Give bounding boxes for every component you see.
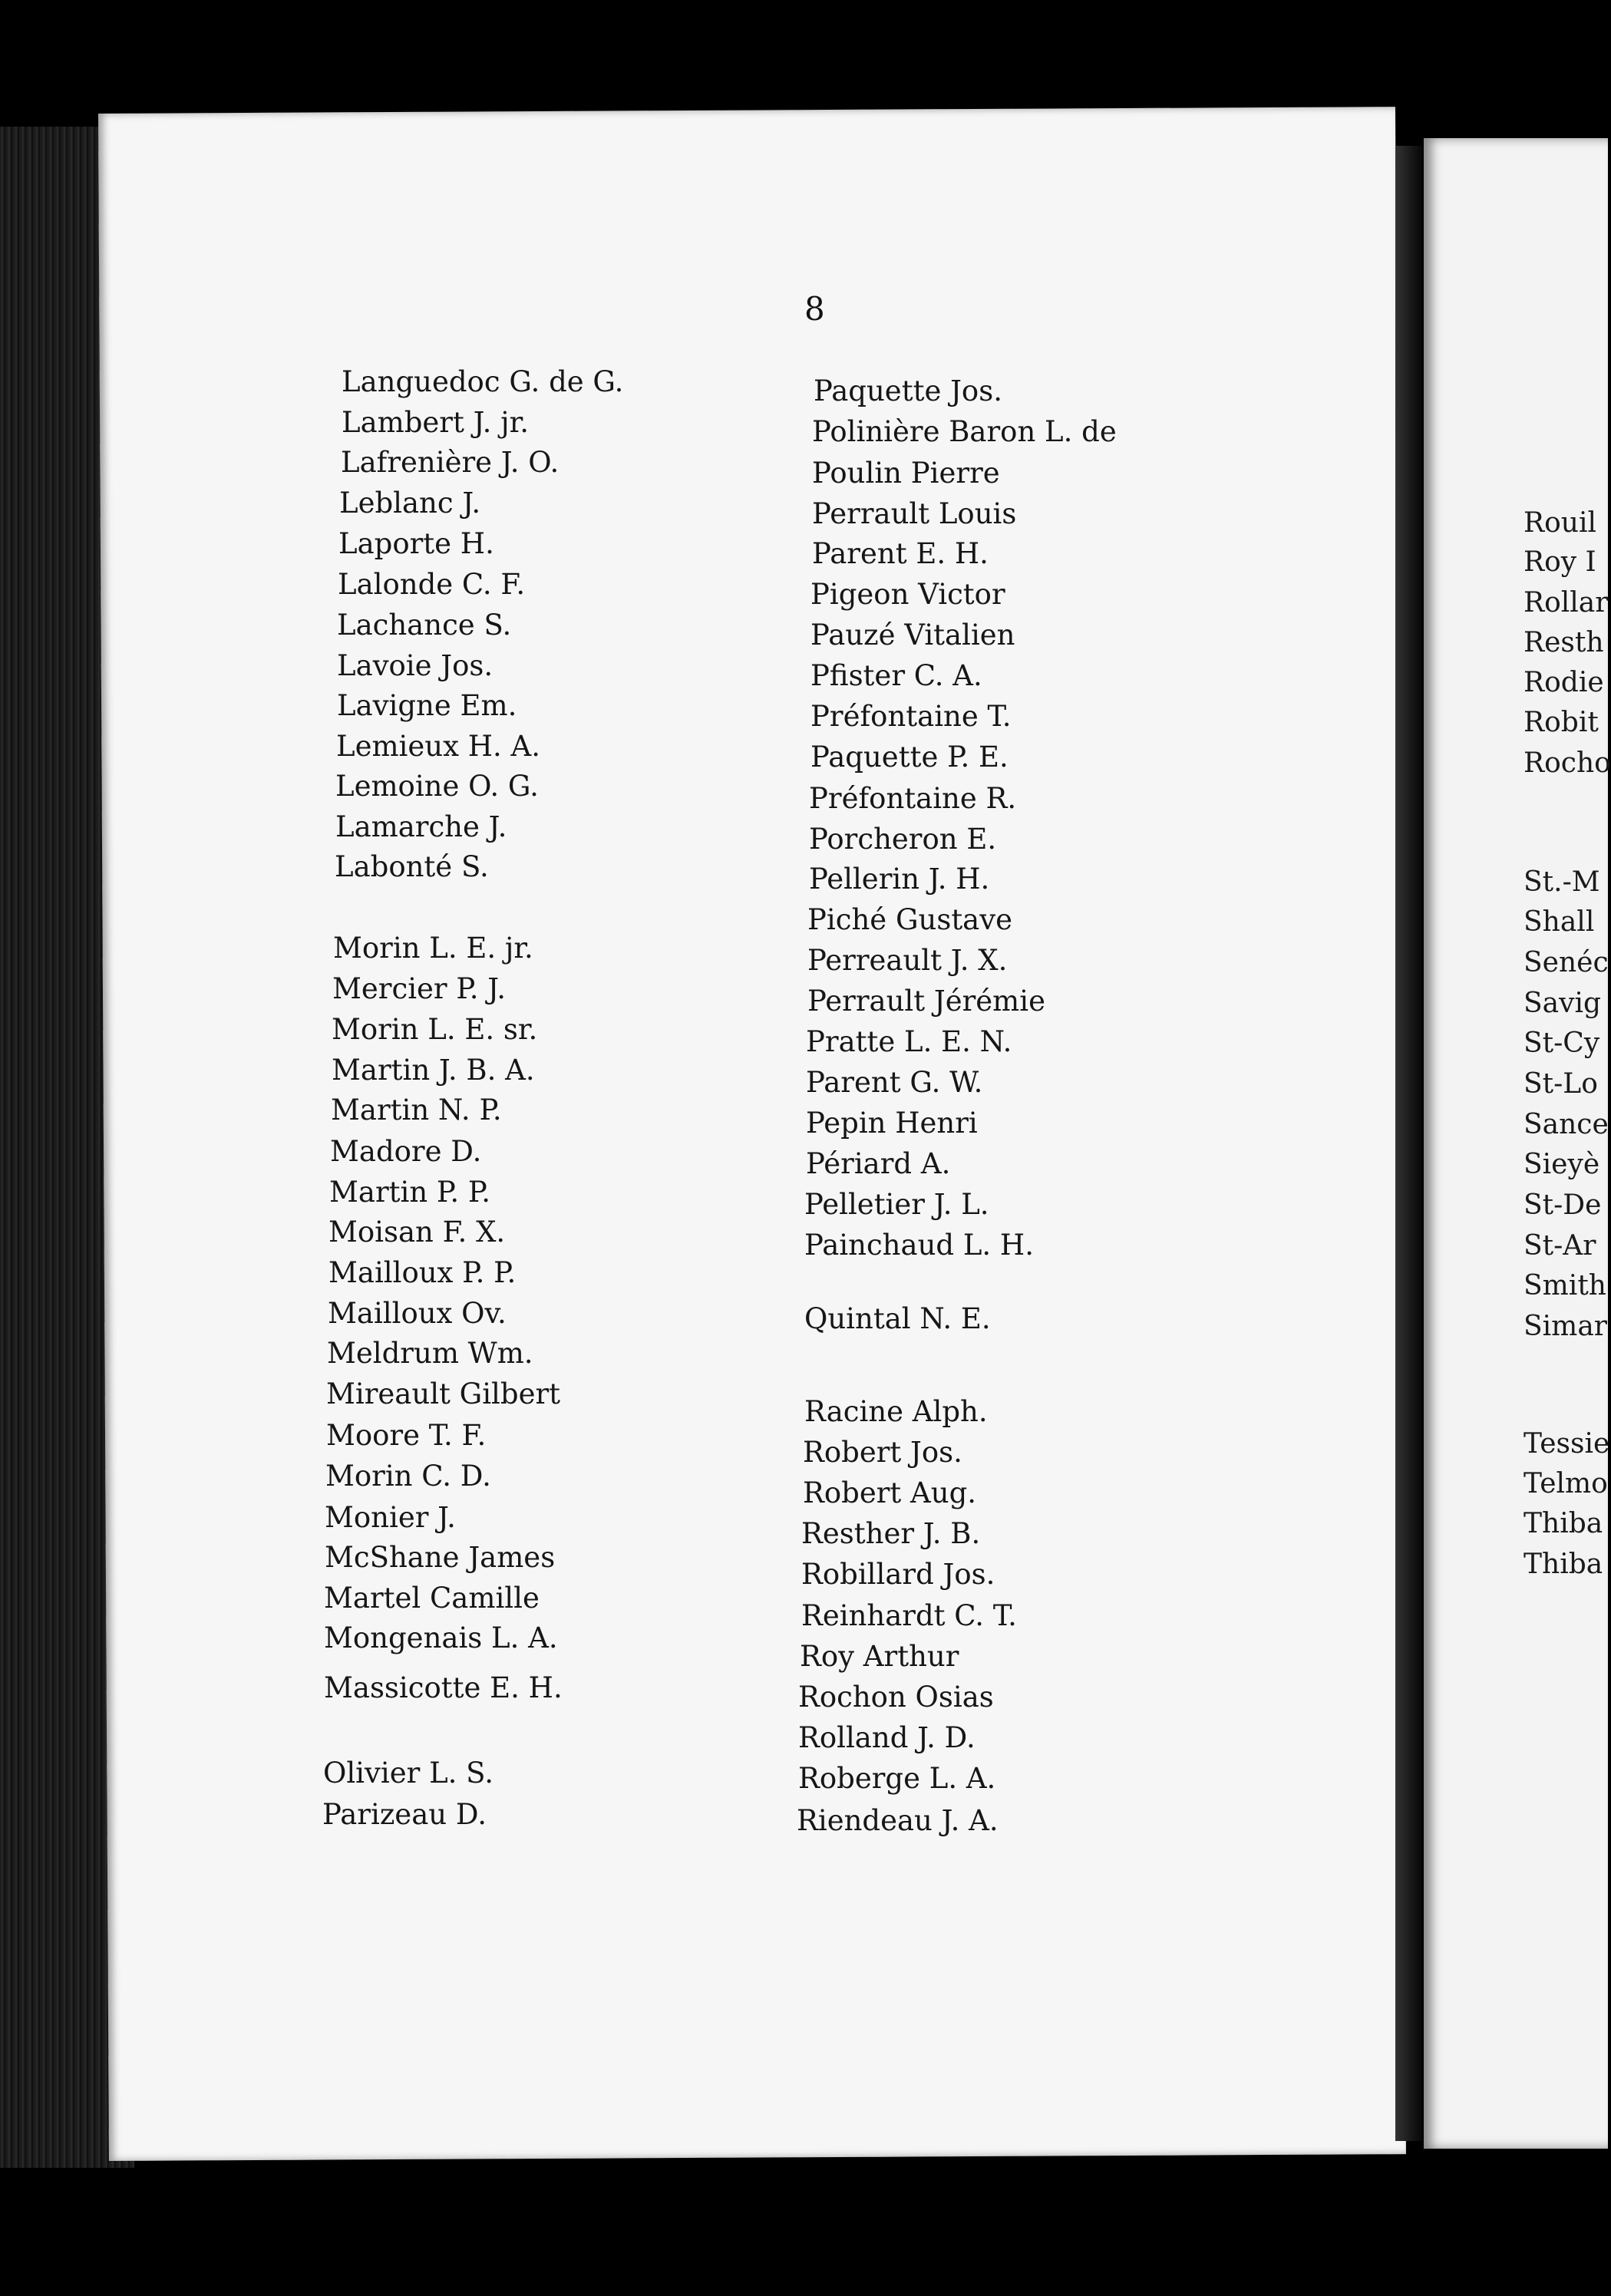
left-entry: Lachance S. xyxy=(337,609,512,642)
middle-entry: Paquette P. E. xyxy=(810,741,1009,774)
left-entry: Martin J. B. A. xyxy=(332,1054,535,1087)
next-page-entry: Simar xyxy=(1524,1311,1607,1342)
next-page-entry: Rodie xyxy=(1524,667,1604,698)
next-page-entry: St-De xyxy=(1524,1189,1602,1221)
next-page-entry: Smith xyxy=(1524,1270,1606,1301)
next-page-entry: St.-M xyxy=(1524,866,1600,898)
middle-entry: Perreault J. X. xyxy=(807,944,1008,977)
middle-entry: Pfister C. A. xyxy=(810,659,982,692)
page-number: 8 xyxy=(804,290,825,328)
left-entry: Lafrenière J. O. xyxy=(341,446,560,479)
middle-entry: Pepin Henri xyxy=(806,1107,978,1140)
middle-entry: Pauzé Vitalien xyxy=(810,619,1015,652)
middle-entry: Pelletier J. L. xyxy=(804,1188,989,1221)
left-entry: Mongenais L. A. xyxy=(324,1621,558,1654)
middle-entry: Paquette Jos. xyxy=(814,374,1002,407)
middle-entry: Roy Arthur xyxy=(800,1640,959,1673)
next-page-entry: Resth xyxy=(1524,627,1604,658)
left-entry: Mailloux P. P. xyxy=(328,1256,517,1289)
left-entry: Parizeau D. xyxy=(322,1798,487,1831)
next-page-entry: Tessie xyxy=(1524,1428,1610,1460)
left-entry: Moore T. F. xyxy=(326,1419,487,1452)
book-page xyxy=(98,107,1406,2161)
middle-entry: Parent E. H. xyxy=(812,537,989,570)
left-entry: Mercier P. J. xyxy=(332,972,507,1005)
next-page-entry: St-Lo xyxy=(1524,1068,1598,1100)
left-entry: McShane James xyxy=(325,1541,556,1574)
middle-entry: Quintal N. E. xyxy=(804,1302,991,1335)
middle-entry: Painchaud L. H. xyxy=(804,1229,1034,1262)
left-entry: Lambert J. jr. xyxy=(342,406,529,439)
left-entry: Morin C. D. xyxy=(325,1460,491,1493)
next-page-entry: Robit xyxy=(1524,707,1599,738)
left-entry: Lavigne Em. xyxy=(337,689,517,722)
left-entry: Languedoc G. de G. xyxy=(342,365,624,398)
left-entry: Monier J. xyxy=(325,1501,456,1534)
middle-entry: Pigeon Victor xyxy=(810,578,1005,611)
left-entry: Leblanc J. xyxy=(339,487,481,520)
left-entry: Lamarche J. xyxy=(335,810,507,843)
middle-entry: Reinhardt C. T. xyxy=(801,1599,1017,1632)
left-entry: Olivier L. S. xyxy=(323,1757,494,1790)
middle-entry: Robillard Jos. xyxy=(801,1558,995,1591)
left-entry: Lemoine O. G. xyxy=(335,770,539,803)
left-entry: Martel Camille xyxy=(324,1582,540,1615)
left-entry: Mailloux Ov. xyxy=(328,1297,507,1330)
next-page-entry: Sance xyxy=(1524,1109,1609,1140)
left-entry: Morin L. E. sr. xyxy=(332,1013,538,1046)
next-page-fragment xyxy=(1424,138,1611,2149)
next-page-entry: Rouil xyxy=(1524,507,1596,539)
next-page-entry: Rocho xyxy=(1524,747,1611,779)
next-page-entry: Savig xyxy=(1524,988,1602,1019)
middle-entry: Périard A. xyxy=(806,1147,951,1180)
middle-entry: Rolland J. D. xyxy=(798,1721,976,1754)
middle-entry: Robert Jos. xyxy=(803,1436,962,1469)
book-gutter xyxy=(1395,146,1423,2141)
middle-entry: Perrault Jérémie xyxy=(807,985,1045,1018)
middle-entry: Porcheron E. xyxy=(809,823,997,856)
next-page-entry: Thiba xyxy=(1524,1508,1603,1539)
middle-entry: Piché Gustave xyxy=(807,903,1013,936)
middle-entry: Polinière Baron L. de xyxy=(812,415,1117,448)
next-page-entry: Roy I xyxy=(1524,546,1596,578)
left-entry: Massicotte E. H. xyxy=(324,1671,563,1704)
middle-entry: Poulin Pierre xyxy=(812,457,1000,490)
middle-entry: Racine Alph. xyxy=(804,1395,988,1428)
middle-entry: Préfontaine T. xyxy=(810,700,1012,733)
next-page-entry: Thiba xyxy=(1524,1549,1603,1580)
middle-entry: Riendeau J. A. xyxy=(797,1804,999,1837)
left-entry: Lalonde C. F. xyxy=(338,568,526,601)
next-page-entry: Shall xyxy=(1524,906,1595,938)
next-page-entry: Senéc xyxy=(1524,947,1609,978)
left-entry: Lavoie Jos. xyxy=(337,649,494,682)
left-entry: Mireault Gilbert xyxy=(326,1377,561,1410)
left-entry: Morin L. E. jr. xyxy=(333,932,533,965)
left-entry: Labonté S. xyxy=(335,850,489,883)
next-page-entry: Rollar xyxy=(1524,587,1609,619)
next-page-entry: St-Ar xyxy=(1524,1230,1596,1262)
middle-entry: Perrault Louis xyxy=(812,497,1017,530)
middle-entry: Préfontaine R. xyxy=(809,782,1017,815)
next-page-entry: Telmo xyxy=(1524,1468,1608,1499)
left-entry: Meldrum Wm. xyxy=(327,1337,533,1370)
middle-entry: Resther J. B. xyxy=(801,1517,981,1550)
middle-entry: Pratte L. E. N. xyxy=(806,1025,1012,1058)
left-entry: Martin N. P. xyxy=(331,1094,502,1127)
middle-entry: Pellerin J. H. xyxy=(809,863,990,896)
middle-entry: Robert Aug. xyxy=(803,1476,977,1509)
left-entry: Moisan F. X. xyxy=(328,1216,506,1249)
middle-entry: Roberge L. A. xyxy=(798,1762,996,1795)
left-entry: Lemieux H. A. xyxy=(336,730,541,763)
middle-entry: Parent G. W. xyxy=(806,1066,983,1099)
left-entry: Laporte H. xyxy=(338,527,494,560)
left-entry: Madore D. xyxy=(330,1135,482,1168)
next-page-entry: St-Cy xyxy=(1524,1028,1600,1059)
left-entry: Martin P. P. xyxy=(329,1176,491,1209)
middle-entry: Rochon Osias xyxy=(798,1681,994,1714)
next-page-entry: Sieyè xyxy=(1524,1149,1600,1180)
